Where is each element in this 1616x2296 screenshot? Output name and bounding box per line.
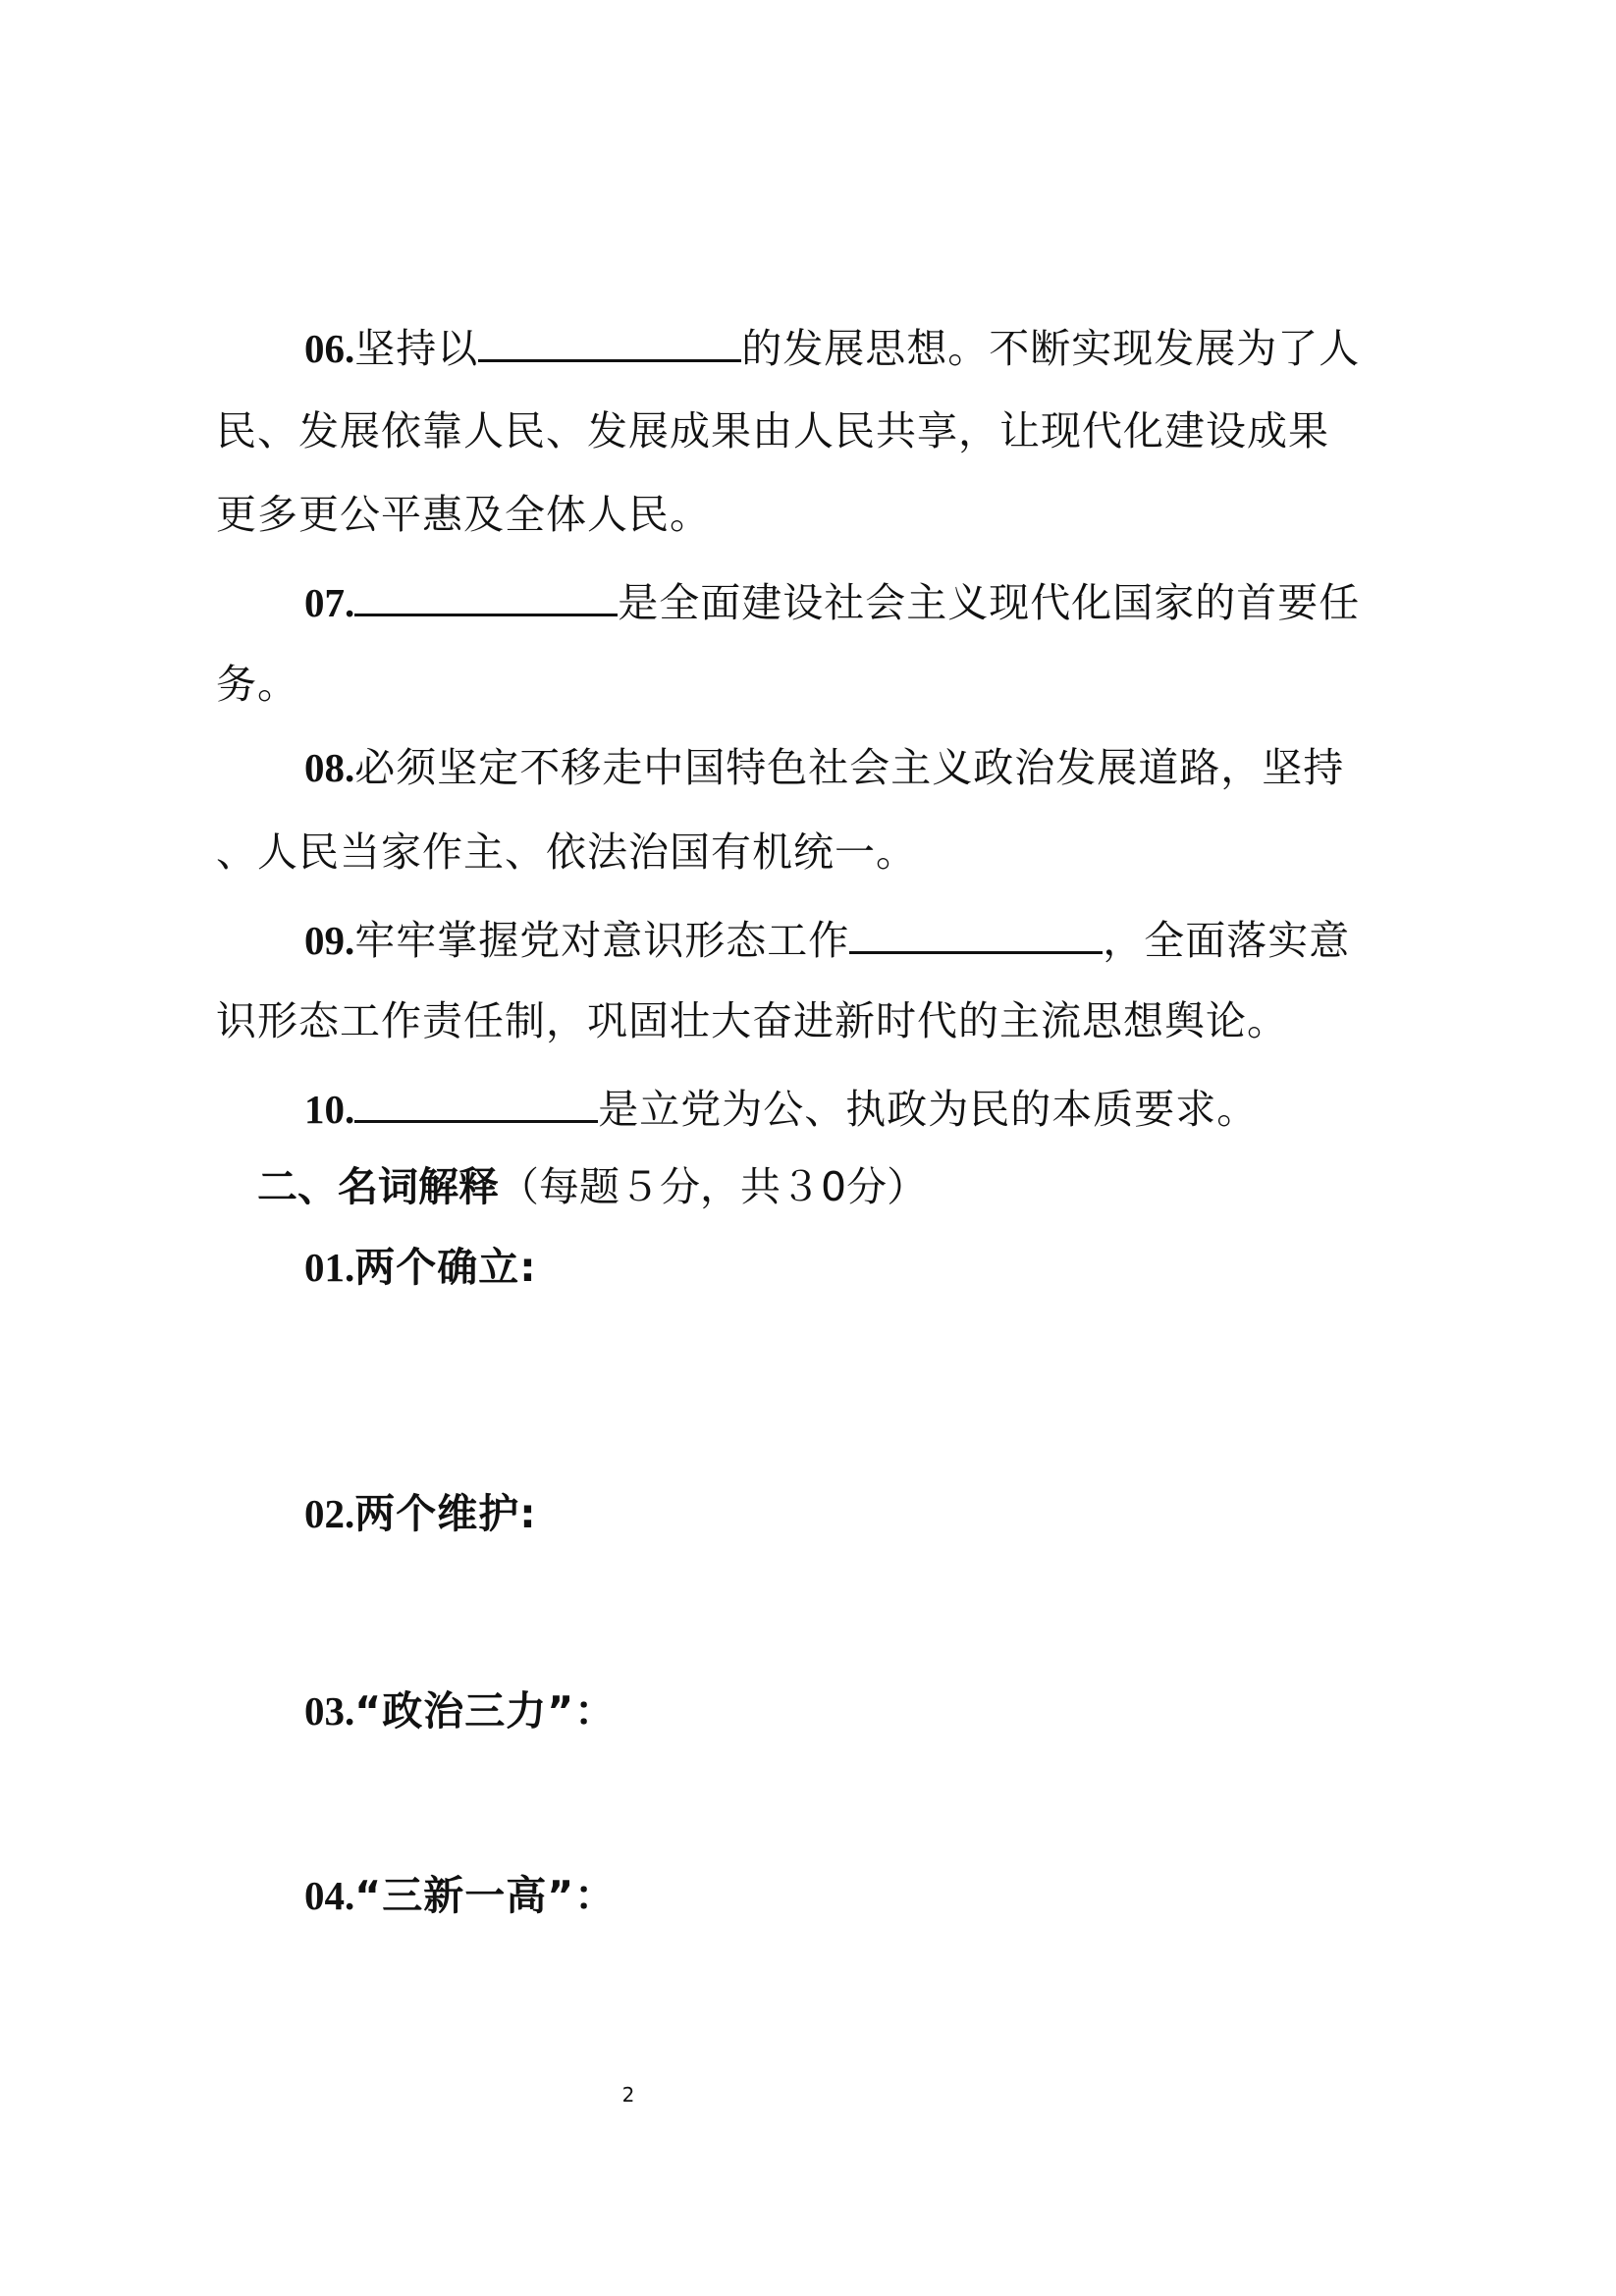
question-09-line-1 [304,908,1512,969]
term-03 [304,1682,1512,1739]
term-number: 03. [304,1688,355,1734]
question-number: 10. [304,1087,355,1132]
question-07-line-2: 务。 [216,661,298,708]
answer-blank[interactable] [849,908,1103,954]
term-label: “三新一高”： [354,1872,617,1919]
question-06-line-2: 民、发展依靠人民、发展成果由人民共享，让现代化建设成果 [216,407,1329,454]
question-text: 是立党为公、执政为民的本质要求。 [598,1086,1259,1133]
question-number: 07. [304,580,355,625]
section-note: （每题５分，共３0分） [499,1163,928,1210]
question-text: 的发展思想。不断实现发展为了人 [741,325,1361,372]
answer-blank[interactable] [478,316,741,362]
question-10-line-1 [304,1077,1512,1138]
question-06-line-1 [304,316,1512,377]
answer-blank[interactable] [354,1077,598,1123]
question-text: 牢牢掌握党对意识形态工作 [354,917,850,964]
question-08-line-1 [304,739,1512,796]
term-label: “政治三力”： [354,1687,617,1735]
question-07-line-1 [304,570,1512,631]
question-text: ，全面落实意 [1103,917,1351,964]
term-number: 02. [304,1491,355,1536]
section-title: 二、名词解释 [257,1163,499,1210]
section-heading [257,1158,927,1215]
term-01 [304,1239,1512,1296]
term-02 [304,1485,1512,1542]
question-text: 必须坚定不移走中国特色社会主义政治发展道路，坚持 [354,744,1345,791]
question-09-line-2: 识形态工作责任制，巩固壮大奋进新时代的主流思想舆论。 [216,997,1288,1044]
term-number: 04. [304,1873,355,1918]
question-number: 08. [304,745,355,790]
term-label: 两个维护: [354,1490,537,1537]
term-label: 两个确立: [354,1244,537,1291]
question-text: 坚持以 [354,325,479,372]
question-number: 09. [304,918,355,963]
answer-blank[interactable] [354,570,618,616]
question-text: 是全面建设社会主义现代化国家的首要任 [618,579,1361,626]
question-08-line-2: 、人民当家作主、依法治国有机统一。 [216,828,917,876]
question-number: 06. [304,326,355,371]
page-number: 2 [621,2083,635,2107]
term-number: 01. [304,1245,355,1290]
term-04 [304,1867,1512,1924]
question-06-line-3: 更多更公平惠及全体人民。 [216,491,711,538]
